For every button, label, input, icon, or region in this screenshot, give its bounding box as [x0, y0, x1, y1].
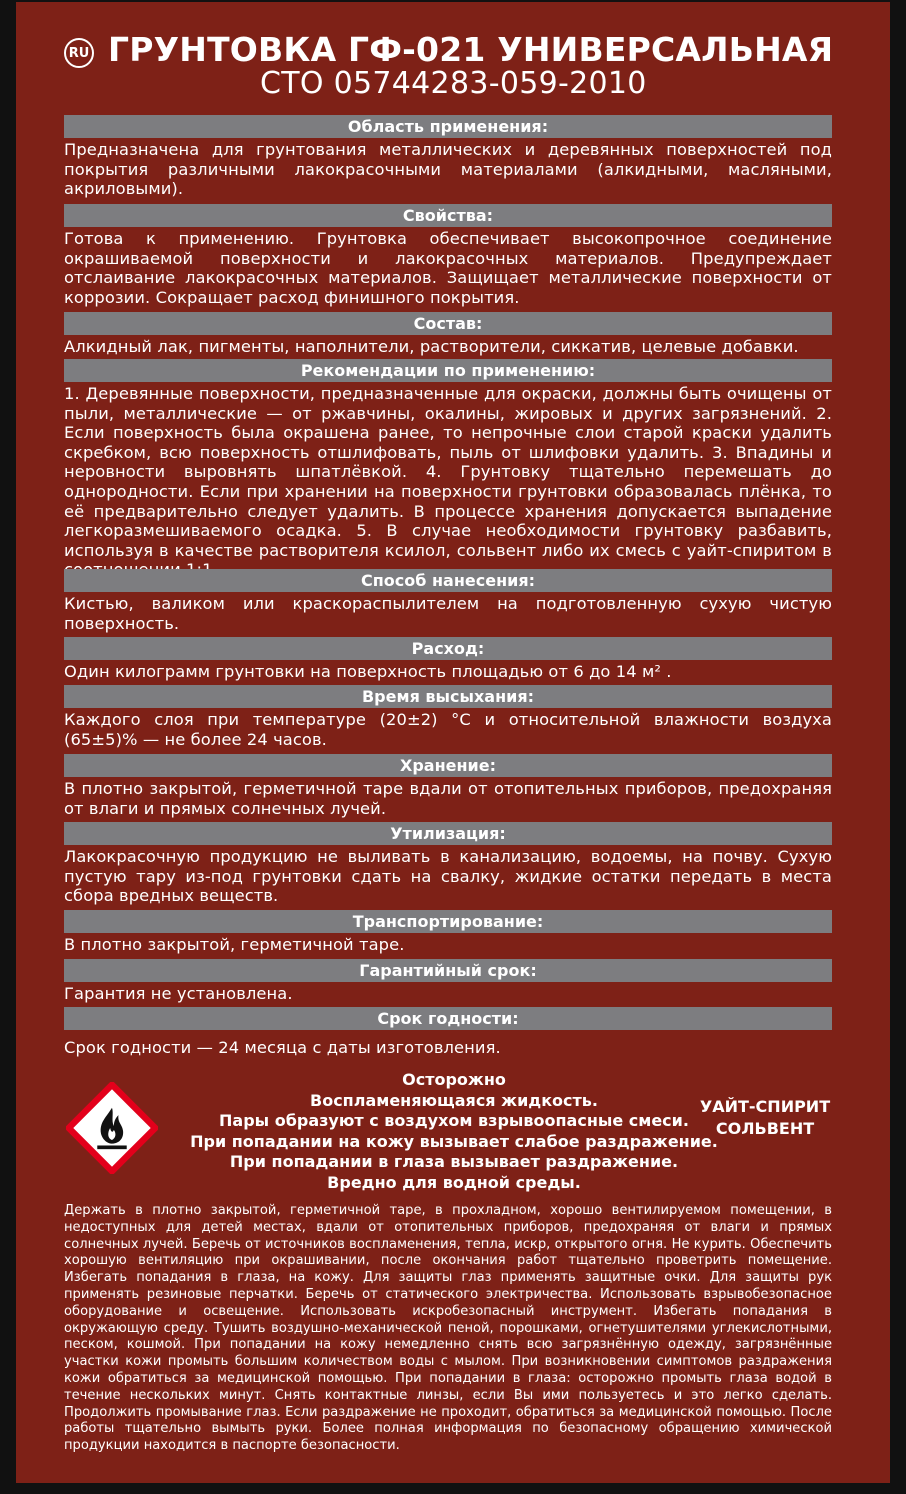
section-application-method	[64, 569, 832, 633]
section-text: Алкидный лак, пигменты, наполнители, растворители, сиккатив, целевые добавки.	[64, 337, 799, 356]
section-warranty	[64, 959, 832, 1004]
section-text: В плотно закрытой, герметичной таре.	[64, 935, 405, 954]
precautionary-text: Держать в плотно закрытой, герметичной таре, в прохладном, хорошо вентилируемом помещении, в недоступных для детей местах, вдали от отопительных приборов, предохраняя от влаги и прямых солнечных лучей. Беречь от источников воспламенения, тепла, искр, открытого огня. Не курить. Обеспечить хорошую вентиляцию при окрашивании, после окончания работ тщательно проветрить помещение. Избегать попадания в глаза, на кожу. Для защиты глаз применять защитные очки. Для защиты рук применять резиновые перчатки. Беречь от статического электричества. Использовать взрывобезопасное оборудование и освещение. Использовать искробезопасный инструмент. Избегать попадания в окружающую среду. Тушить воздушно-механической пеной, порошками, огнетушителями углекислотными, песком, кошмой. При попадании на кожу немедленно снять всю загрязнённую одежду, загрязнённые участки кожи промыть большим количеством воды с мылом. При возникновении симптомов раздражения кожи обратиться за медицинской помощью. При попадании в глаза: осторожно промыть глаза водой в течение нескольких минут. Снять контактные линзы, если Вы ими пользуетесь и это легко сделать. Продолжить промывание глаз. Если раздражение не проходит, обратиться за медицинской помощью. После работы тщательно вымыть руки. Более полная информация по безопасному обращению химической продукции находится в паспорте безопасности.	[64, 1203, 832, 1454]
section-text: В плотно закрытой, герметичной таре вдали от отопительных приборов, предохраняя от влаги и прямых солнечных лучей.	[64, 779, 832, 818]
product-title: ГРУНТОВКА ГФ-021 УНИВЕРСАЛЬНАЯ	[108, 30, 834, 69]
section-heading: Расход:	[64, 637, 832, 660]
section-storage	[64, 754, 832, 818]
section-text: Лакокрасочную продукцию не выливать в канализацию, водоемы, на почву. Сухую пустую тару из-под грунтовки сдать на свалку, жидкие остатки передать в места сбора вредных веществ.	[64, 847, 832, 906]
section-properties	[64, 204, 832, 307]
section-text: 1. Деревянные поверхности, предназначенные для окраски, должны быть очищены от пыли, металлические — от ржавчины, окалины, жировых и других загрязнений. 2. Если поверхность была окрашена ранее, то непрочные слои старой краски удалить скребком, всю поверхность отшлифовать, пыль от шлифовки удалить. 3. Впадины и неровности выровнять шпатлёвкой. 4. Грунтовку тщательно перемешать до однородности. Если при хранении на поверхности грунтовки образовалась плёнка, то её предварительно следует удалить. В процессе хранения допускается выпадение легкоразмешиваемого осадка. 5. В случае необходимости грунтовку разбавить, используя в качестве растворителя ксилол, сольвент либо их смесь с уайт-спиритом в	[64, 384, 832, 560]
hazard-statements	[164, 1070, 744, 1193]
hazard-statement: При попадании в глаза вызывает раздражение.	[229, 1152, 679, 1171]
section-shelf-life	[64, 1007, 832, 1058]
component-solvent: СОЛЬВЕНТ	[715, 1119, 815, 1138]
section-text: Кистью, валиком или краскораспылителем на подготовленную сухую чистую поверхность.	[64, 594, 832, 633]
hazardous-components	[694, 1096, 836, 1140]
ru-badge: RU	[64, 38, 94, 68]
section-drying-time	[64, 685, 832, 749]
section-heading: Транспортирование:	[64, 910, 832, 933]
standard-code: СТО 05744283-059-2010	[260, 66, 647, 101]
hazard-statement: Пары образуют с воздухом взрывоопасные смеси.	[219, 1111, 689, 1130]
section-heading: Время высыхания:	[64, 685, 832, 708]
section-transportation	[64, 910, 832, 955]
section-heading: Утилизация:	[64, 822, 832, 845]
section-heading: Срок годности:	[64, 1007, 832, 1030]
hazard-statement: Воспламеняющаяся жидкость.	[310, 1090, 598, 1110]
section-text: Предназначена для грунтования металлических и деревянных поверхностей под покрытия различными лакокрасочными материалами (алкидными, масляными, акриловыми).	[64, 140, 832, 199]
section-heading: Гарантийный срок:	[64, 959, 832, 982]
section-heading: Состав:	[64, 312, 832, 335]
section-text: Один килограмм грунтовки на поверхность площадью от 6 до 14 м² .	[64, 662, 672, 681]
section-heading: Свойства:	[64, 204, 832, 227]
section-recommendations	[64, 359, 832, 580]
component-white-spirit: УАЙТ-СПИРИТ	[699, 1097, 831, 1116]
section-heading: Область применения:	[64, 115, 832, 138]
section-disposal	[64, 822, 832, 906]
flame-icon	[66, 1082, 158, 1174]
hazard-block	[64, 1070, 832, 1194]
section-heading: Хранение:	[64, 754, 832, 777]
section-text: Срок годности — 24 месяца с даты изготовления.	[64, 1038, 501, 1057]
section-heading: Способ нанесения:	[64, 569, 832, 592]
hazard-statement: Вредно для водной среды.	[327, 1172, 581, 1192]
section-composition	[64, 312, 832, 357]
hazard-signal-word: Осторожно	[402, 1070, 506, 1089]
hazard-statement: При попадании на кожу вызывает слабое раздражение.	[190, 1131, 718, 1151]
section-text: Гарантия не установлена.	[64, 984, 293, 1003]
section-text: Готова к применению. Грунтовка обеспечивает высокопрочное соединение окрашиваемой поверхности и лакокрасочных материалов. Предупреждает отслаивание лакокрасочных материалов. Защищает металлические поверхности от коррозии. Сокращает расход финишного покрытия.	[64, 229, 832, 307]
section-text: Каждого слоя при температуре (20±2) °С и относительной влажности воздуха (65±5)% — не более 24 часов.	[64, 710, 832, 749]
section-heading: Рекомендации по применению:	[64, 359, 832, 382]
section-application	[64, 115, 832, 199]
section-consumption	[64, 637, 832, 682]
